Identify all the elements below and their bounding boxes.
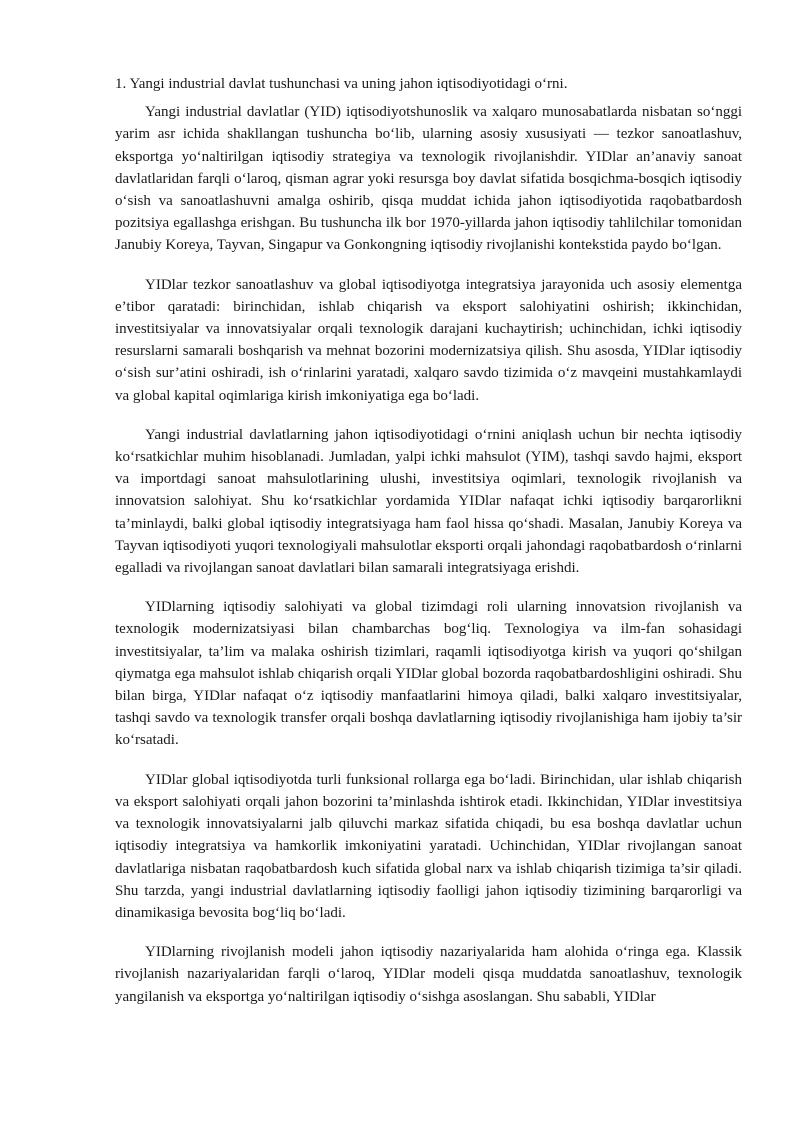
section-heading: 1. Yangi industrial davlat tushunchasi va uning jahon iqtisodiyotidagi o‘rni. (115, 76, 568, 92)
paragraph-5: YIDlar global iqtisodiyotda turli funksional rollarga ega bo‘ladi. Birinchidan, ular ishlab chiqarish va eksport salohiyati orqali jahon bozorini ta’minlashda ishtirok etadi. Ikkinchidan, YIDlar investitsiya va texnologik innovatsiyalarni jalb qiluvchi markaz sifatida chiqadi, bu esa boshqa davlatlar uchun iqtisodiy integratsiya va hamkorlik imkoniyatini yaratadi. Uchinchidan, YIDlar rivojlangan sanoat davlatlariga nisbatan raqobatbardosh kuch sifatida global narx va ishlab chiqarish tizimiga ta’sir qiladi. Shu tarzda, yangi industrial davlatlarning iqtisodiy faolligi jahon iqtisodiy tizimining barqarorligi va dinamikasiga bevosita bog‘liq bo‘ladi. (115, 771, 742, 921)
paragraph-2: YIDlar tezkor sanoatlashuv va global iqtisodiyotga integratsiya jarayonida uch asosiy elementga e’tibor qaratadi: birinchidan, ishlab chiqarish va eksport salohiyatini oshirish; ikkinchidan, investitsiyalar va innovatsiyalar orqali texnologik darajani kuchaytirish; uchinchidan, ichki iqtisodiy resurslarni samarali boshqarish va mehnat bozorini modernizatsiya qilish. Shu asosda, YIDlar iqtisodiy o‘sish sur’atini oshiradi, ish o‘rinlarini yaratadi, xalqaro savdo tizimida o‘z mavqeini mustahkamlaydi va global kapital oqimlariga kirish imkoniyatiga ega bo‘ladi. (115, 276, 742, 404)
paragraph-6: YIDlarning rivojlanish modeli jahon iqtisodiy nazariyalarida ham alohida o‘ringa ega. Klassik rivojlanish nazariyalaridan farqli o‘laroq, YIDlar modeli qisqa muddatda sanoatlashuv, texnologik yangilanish va eksportga yo‘naltirilgan iqtisodiy o‘sishga asoslangan. Shu sababli, YIDlar (115, 944, 742, 1005)
document-page (115, 73, 742, 1008)
paragraph-3: Yangi industrial davlatlarning jahon iqtisodiyotidagi o‘rnini aniqlash uchun bir nechta iqtisodiy ko‘rsatkichlar muhim hisoblanadi. Jumladan, yalpi ichki mahsulot (YIM), tashqi savdo hajmi, eksport va importdagi sanoat mahsulotlarining ulushi, investitsiya oqimlari, texnologik rivojlanish va innovatsion salohiyat. Shu ko‘rsatkichlar yordamida YIDlar nafaqat ichki iqtisodiy barqarorlikni ta’minlaydi, balki global iqtisodiy integratsiyaga ham faol hissa qo‘shadi. Masalan, Janubiy Koreya va Tayvan iqtisodiyoti yuqori texnologiyali mahsulotlar eksporti orqali jahondagi raqobatbardosh o‘rinlarni egalladi va rivojlangan sanoat davlatlari bilan samarali integratsiyaga erishdi. (115, 426, 742, 577)
paragraph-1: Yangi industrial davlatlar (YID) iqtisodiyotshunoslik va xalqaro munosabatlarda nisbatan so‘nggi yarim asr ichida shakllangan tushuncha bo‘lib, ularning asosiy xususiyati — tezkor sanoatlashuv, eksportga yo‘naltirilgan iqtisodiy strategiya va texnologik rivojlanishdir. YIDlar an’anaviy sanoat davlatlaridan farqli o‘laroq, qisman agrar yoki resursga boy davlat sifatida bosqichma-bosqich iqtisodiy o‘sish va sanoatlashuvni amalga oshirib, qisqa muddat ichida jahon iqtisodiyotida raqobatbardosh pozitsiya egallashga erishgan. Bu tushuncha ilk bor 1970-yillarda jahon iqtisodiy tahlilchilar tomonidan Janubiy Koreya, Tayvan, Singapur va Gonkongning iqtisodiy rivojlanishi kontekstida paydo bo‘lgan. (115, 104, 742, 254)
paragraph-4: YIDlarning iqtisodiy salohiyati va global tizimdagi roli ularning innovatsion rivojlanish va texnologik modernizatsiyasi bilan chambarchas bog‘liq. Texnologiya va ilm-fan sohasidagi investitsiyalar, ta’lim va malaka oshirish tizimlari, raqamli iqtisodiyotga kirish va yuqori qo‘shilgan qiymatga ega mahsulot ishlab chiqarish orqali YIDlar global bozorda raqobatbardoshligini oshiradi. Shu bilan birga, YIDlar nafaqat o‘z iqtisodiy manfaatlarini himoya qiladi, balki xalqaro investitsiyalar, tashqi savdo va texnologik transfer orqali boshqa davlatlarning iqtisodiy rivojlanishiga ham ijobiy ta’sir ko‘rsatadi. (115, 599, 742, 749)
